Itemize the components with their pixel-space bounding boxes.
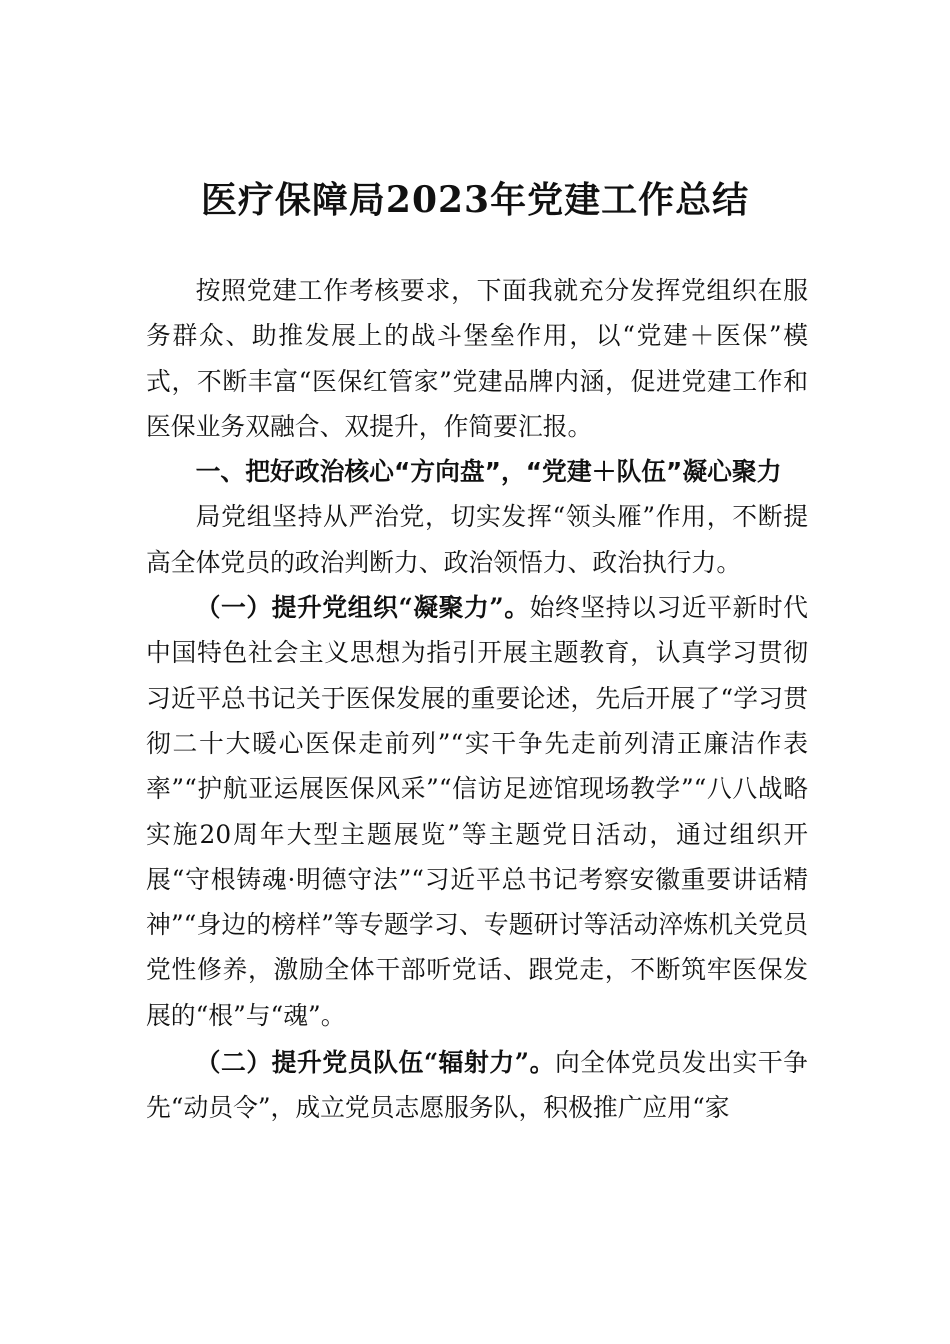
- item-1-label: （一）提升党组织“凝聚力”。: [195, 593, 530, 623]
- intro-paragraph: 按照党建工作考核要求，下面我就充分发挥党组织在服务群众、助推发展上的战斗堡垒作用，以“党建＋医保”模式，不断丰富“医保红管家”党建品牌内涵，促进党建工作和医保业务双融合、双提升，作简要汇报。: [146, 276, 808, 441]
- item-1-text: 始终坚持以习近平新时代中国特色社会主义思想为指引开展主题教育，认真学习贯彻习近平总书记关于医保发展的重要论述，先后开展了“学习贯彻二十大暖心医保走前列”“实干争先走前列清正廉洁作表率”“护航亚运展医保风采”“信访足迹馆现场教学”“八八战略实施20周年大型主题展览”等主题党日活动，通过组织开展“守根铸魂·明德守法”“习近平总书记考察安徽重要讲话精神”“身边的榜样”等专题学习、专题研讨等活动淬炼机关党员党性修养，激励全体干部听党话、跟党走，不断筑牢医保发展的“根”与“魂”。: [146, 593, 808, 1030]
- section-1-item-1: [146, 585, 808, 1038]
- document-body: [146, 268, 808, 1131]
- item-2-text: 向全体党员发出实干争先“动员令”，成立党员志愿服务队，积极推广应用“家: [146, 1048, 808, 1123]
- section-1-heading: 一、把好政治核心“方向盘”，“党建＋队伍”凝心聚力: [195, 457, 782, 487]
- section-1-item-2: [146, 1040, 808, 1131]
- item-2-label: （二）提升党员队伍“辐射力”。: [195, 1048, 555, 1078]
- section-1-paragraph: 局党组坚持从严治党，切实发挥“领头雁”作用，不断提高全体党员的政治判断力、政治领悟力、政治执行力。: [146, 502, 808, 577]
- document-title: 医疗保障局2023年党建工作总结: [200, 179, 750, 221]
